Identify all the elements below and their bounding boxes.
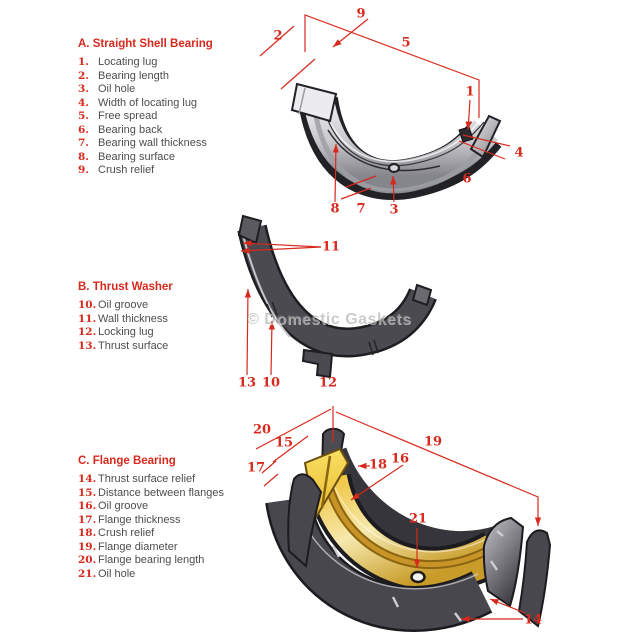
callout-label-4: 4 [514,145,524,161]
legend-item: 16. Oil groove [78,500,149,512]
callout-label-16: 16 [390,451,410,467]
legend-item: 14. Thrust surface relief [78,473,196,485]
callout-label-3: 3 [389,202,399,218]
flange-oil-hole [412,572,425,582]
callout-label-14: 14 [523,612,543,628]
callout-label-20: 20 [252,422,272,438]
legend-heading-c: C. Flange Bearing [78,455,176,467]
legend-item: 5. Free spread [78,110,158,122]
washer-right-end-face [413,285,431,305]
flange-bearing-diagram [256,406,550,626]
legend-item: 7. Bearing wall thickness [78,137,207,149]
leader-10-oil-groove [271,321,272,375]
callout-label-15: 15 [274,435,294,451]
legend-thrust-washer [78,281,268,353]
callout-label-19: 19 [423,434,443,450]
oil-hole [389,164,399,172]
callout-label-7: 7 [356,201,366,217]
dim-line-20 [256,409,331,449]
legend-item: 18. Crush relief [78,527,155,539]
legend-item: 21. Oil hole [78,567,136,580]
legend-item: 19. Flange diameter [78,540,178,553]
legend-flange-bearing [78,455,268,581]
straight-shell-bearing-diagram [260,15,510,202]
legend-item: 17. Flange thickness [78,513,181,526]
callout-label-6: 6 [462,171,472,187]
back-flange-right-blade [484,518,523,606]
legend-heading-a: A. Straight Shell Bearing [78,38,213,50]
legend-heading-b: B. Thrust Washer [78,281,173,293]
legend-item: 12. Locking lug [78,326,154,338]
legend-item: 6. Bearing back [78,123,163,136]
callout-label-5: 5 [401,35,411,51]
callout-label-21: 21 [408,511,428,527]
callout-label-8: 8 [330,201,340,217]
leader-9-crush-relief [333,19,368,47]
legend-item: 3. Oil hole [78,83,136,95]
legend-item: 9. Crush relief [78,164,155,176]
legend-item: 13. Thrust surface [78,339,169,352]
front-flange-right-blade [519,530,550,626]
legend-item: 1. Locating lug [78,56,158,68]
callout-label-12: 12 [318,375,338,391]
legend-item: 15. Distance between flanges [78,486,224,499]
legend-item: 2. Bearing length [78,69,169,82]
callout-label-2: 2 [273,28,283,44]
callout-label-10: 10 [261,375,281,391]
callout-label-13: 13 [237,375,257,391]
legend-item: 11. Wall thickness [78,312,168,325]
callout-label-1: 1 [465,84,475,100]
dim-line-15 [273,436,308,462]
shell-left-end-face [292,84,336,121]
legend-item: 4. Width of locating lug [78,96,198,109]
legend-item: 10. Oil groove [78,299,149,311]
legend-item: 8. Bearing surface [78,150,176,163]
legend-straight-shell-bearing [78,38,268,178]
callout-label-11: 11 [321,239,341,255]
legend-item: 20. Flange bearing length [78,554,205,566]
callout-label-18: 18 [368,457,388,473]
locking-lug-tab [303,350,332,377]
callout-label-9: 9 [356,6,366,22]
callout-label-17: 17 [246,460,266,476]
watermark-text: © Domestic Gaskets [247,311,411,328]
